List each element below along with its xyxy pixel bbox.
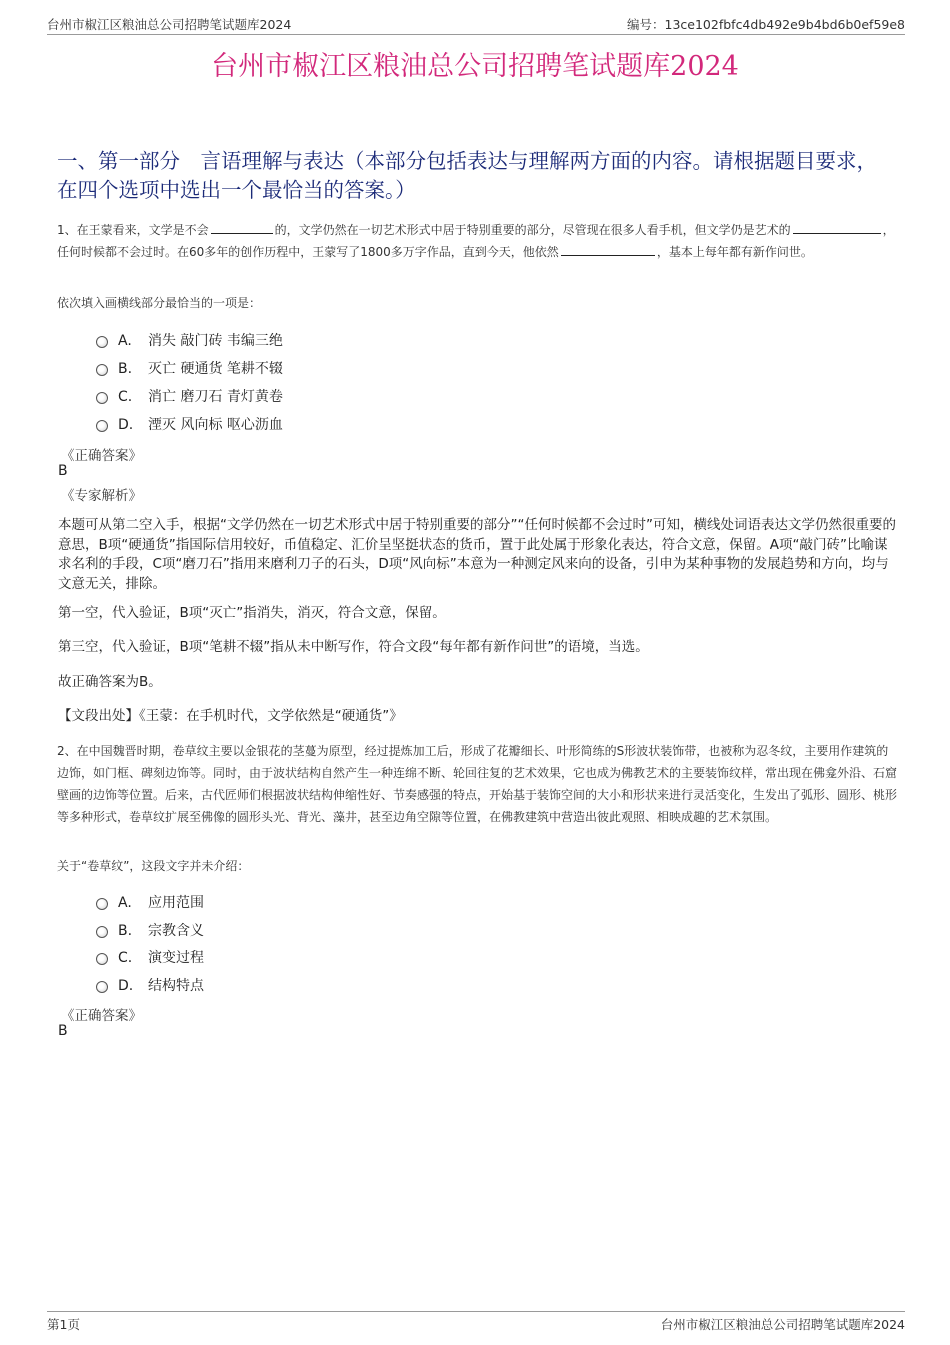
option-letter: B. — [118, 923, 133, 939]
page-number: 第1页 — [47, 1317, 80, 1332]
radio-button-icon[interactable] — [96, 420, 108, 432]
q1-analysis-paragraph-4: 故正确答案为B。 — [58, 674, 162, 690]
radio-button-icon[interactable] — [96, 926, 108, 938]
footer-doc-title: 台州市椒江区粮油总公司招聘笔试题库2024 — [660, 1317, 905, 1332]
radio-button-icon[interactable] — [96, 392, 108, 404]
fill-blank-2 — [793, 219, 881, 234]
option-letter: A. — [118, 333, 132, 349]
q2-answer-value: B — [58, 1023, 68, 1039]
q1-analysis-label: 《专家解析》 — [61, 488, 142, 504]
q1-text-part-b: 的，文学仍然在一切艺术形式中居于特别重要的部分，尽管现在很多人看手机，但文学仍是艺术的 — [274, 223, 791, 237]
q2-option-b[interactable] — [96, 920, 204, 940]
option-text: 结构特点 — [148, 978, 204, 994]
q1-answer-value: B — [58, 463, 68, 479]
fill-blank-1 — [211, 219, 273, 234]
q1-analysis-paragraph-2: 第一空，代入验证，B项“灭亡”指消失，消灭，符合文意，保留。 — [58, 605, 446, 621]
section-heading: 一、第一部分 言语理解与表达（本部分包括表达与理解两方面的内容。请根据题目要求，在四个选项中选出一个最恰当的答案。） — [57, 149, 877, 202]
q1-source: 【文段出处】《王蒙：在手机时代，文学依然是“硬通货”》 — [58, 708, 403, 724]
option-text: 演变过程 — [148, 950, 204, 966]
q1-text-part-c: ，任何时候都不会过时。在60多年的创作历程中，王蒙写了1800多万字作品，直到今天，他依然 — [57, 223, 895, 259]
radio-button-icon[interactable] — [96, 953, 108, 965]
option-letter: A. — [118, 895, 132, 911]
document-title: 台州市椒江区粮油总公司招聘笔试题库2024 — [211, 51, 739, 82]
question-2-stem: 2、在中国魏晋时期，卷草纹主要以金银花的茎蔓为原型，经过提炼加工后，形成了花瓣细长、叶形简练的S形波状装饰带，也被称为忍冬纹，主要用作建筑的边饰，如门框、碑刻边饰等。同时，由于波状结构自然产生一种连绵不断、轮回往复的艺术效果，它也成为佛教艺术的主要装饰纹样，常出现在佛龛外沿、石窟壁画的边饰等位置。后来，古代匠师们根据波状结构伸缩性好、节奏感强的特点，开始基于装饰空间的大小和形状来进行灵活变化，生发出了弧形、圆形、桃形等多种形式，卷草纹扩展至佛像的圆形头光、背光、藻井，甚至边角空隙等位置，在佛教建筑中营造出彼此观照、相映成趣的艺术氛围。 — [57, 744, 898, 824]
option-text: 应用范围 — [148, 895, 204, 911]
header-doc-id: 编号：13ce102fbfc4db492e9b4bd6b0ef59e8 — [627, 17, 905, 32]
question-1-stem — [57, 219, 899, 263]
q2-option-a[interactable] — [96, 892, 204, 912]
q1-text-part-a: 1、在王蒙看来，文学是不会 — [57, 223, 209, 237]
page-footer — [47, 1311, 905, 1336]
q1-option-c[interactable] — [96, 386, 283, 406]
radio-button-icon[interactable] — [96, 981, 108, 993]
option-text: 湮灭 风向标 呕心沥血 — [148, 417, 283, 433]
option-text: 消失 敲门砖 韦编三绝 — [148, 333, 283, 349]
option-letter: B. — [118, 361, 133, 377]
option-letter: D. — [118, 417, 134, 433]
q2-answer-label: 《正确答案》 — [61, 1008, 142, 1024]
fill-blank-3 — [561, 241, 655, 256]
radio-button-icon[interactable] — [96, 336, 108, 348]
page-header — [47, 14, 905, 35]
q1-option-d[interactable] — [96, 414, 283, 434]
option-letter: C. — [118, 950, 133, 966]
option-text: 消亡 磨刀石 青灯黄卷 — [148, 389, 283, 405]
radio-button-icon[interactable] — [96, 364, 108, 376]
q1-option-b[interactable] — [96, 358, 283, 378]
radio-button-icon[interactable] — [96, 898, 108, 910]
q1-answer-label: 《正确答案》 — [61, 448, 142, 464]
q1-option-a[interactable] — [96, 330, 283, 350]
q1-analysis-paragraph-3: 第三空，代入验证，B项“笔耕不辍”指从未中断写作，符合文段“每年都有新作问世”的语境，当选。 — [58, 639, 649, 655]
q2-option-d[interactable] — [96, 975, 204, 995]
option-text: 宗教含义 — [148, 923, 204, 939]
question-1-prompt: 依次填入画横线部分最恰当的一项是： — [57, 296, 262, 310]
q1-analysis-paragraph-1: 本题可从第二空入手，根据“文学仍然在一切艺术形式中居于特别重要的部分”“任何时候都不会过时”可知，横线处词语表达文学仍然很重要的意思，B项“硬通货”指国际信用较好，币值稳定、汇价呈坚挺状态的货币，置于此处属于形象化表达，符合文意，保留。A项“敲门砖”比喻谋求名利的手段，C项“磨刀石”指用来磨利刀子的石头，D项“风向标”本意为一种测定风来向的设备，引申为某种事物的发展趋势和方向，均与文意无关，排除。 — [58, 517, 896, 592]
option-letter: C. — [118, 389, 133, 405]
question-2-prompt: 关于“卷草纹”，这段文字并未介绍： — [57, 859, 250, 873]
q2-option-c[interactable] — [96, 947, 204, 967]
option-letter: D. — [118, 978, 134, 994]
option-text: 灭亡 硬通货 笔耕不辍 — [148, 361, 283, 377]
q1-text-part-d: ，基本上每年都有新作问世。 — [656, 245, 813, 259]
header-doc-title: 台州市椒江区粮油总公司招聘笔试题库2024 — [47, 17, 292, 32]
